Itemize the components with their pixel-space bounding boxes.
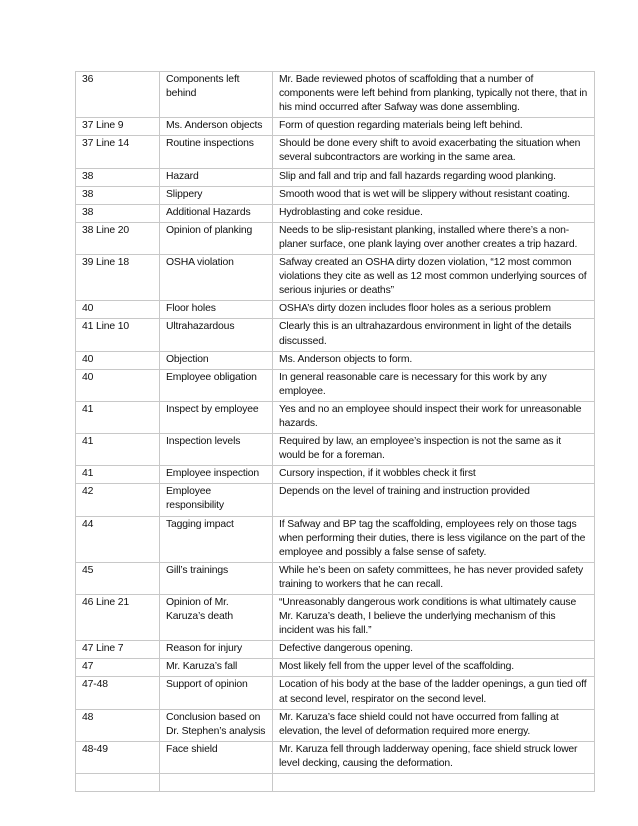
topic-cell: Hazard [160,168,273,186]
table-row [76,72,595,118]
page-line-cell: 41 [76,401,160,433]
page-line-cell: 41 [76,434,160,466]
summary-cell: Depends on the level of training and instruction provided [273,484,595,516]
topic-cell: Ms. Anderson objects [160,118,273,136]
summary-cell: In general reasonable care is necessary for this work by any employee. [273,369,595,401]
table-row [76,168,595,186]
page-line-cell: 47-48 [76,677,160,709]
page-line-cell: 38 [76,186,160,204]
topic-cell: Inspection levels [160,434,273,466]
summary-cell: Location of his body at the base of the ladder openings, a gun tied off at second level, respirator on the second level. [273,677,595,709]
page-line-cell [76,774,160,792]
page-line-cell: 37 Line 14 [76,136,160,168]
table-row [76,659,595,677]
page-line-cell: 37 Line 9 [76,118,160,136]
summary-cell: “Unreasonably dangerous work conditions is what ultimately cause Mr. Karuza’s death, I believe the underlying mechanism of this incident was his fall.” [273,595,595,641]
summary-cell: Mr. Karuza fell through ladderway opening, face shield struck lower level decking, causing the deformation. [273,741,595,773]
page-line-cell: 40 [76,351,160,369]
table-row [76,774,595,792]
summary-cell: Most likely fell from the upper level of the scaffolding. [273,659,595,677]
summary-cell: Form of question regarding materials being left behind. [273,118,595,136]
page-line-cell: 42 [76,484,160,516]
table-row [76,466,595,484]
page-line-cell: 47 [76,659,160,677]
topic-cell: OSHA violation [160,255,273,301]
table-row [76,186,595,204]
page-line-cell: 44 [76,516,160,562]
page-line-cell: 38 Line 20 [76,222,160,254]
summary-cell: Clearly this is an ultrahazardous environment in light of the details discussed. [273,319,595,351]
summary-cell: Slip and fall and trip and fall hazards regarding wood planking. [273,168,595,186]
table-body [76,72,595,792]
summary-cell: OSHA’s dirty dozen includes floor holes as a serious problem [273,301,595,319]
summary-cell: Cursory inspection, if it wobbles check it first [273,466,595,484]
topic-cell: Reason for injury [160,641,273,659]
topic-cell [160,774,273,792]
table-row [76,641,595,659]
page-line-cell: 40 [76,301,160,319]
summary-cell: Mr. Karuza’s face shield could not have occurred from falling at elevation, the level of deformation required more energy. [273,709,595,741]
page-line-cell: 45 [76,562,160,594]
topic-cell: Opinion of planking [160,222,273,254]
table-row [76,709,595,741]
topic-cell: Opinion of Mr. Karuza’s death [160,595,273,641]
page-line-cell: 38 [76,168,160,186]
topic-cell: Tagging impact [160,516,273,562]
page-line-cell: 46 Line 21 [76,595,160,641]
summary-cell: Mr. Bade reviewed photos of scaffolding that a number of components were left behind from planking, typically not there, that in his mind occurred after Safway was done assembling. [273,72,595,118]
summary-cell: Defective dangerous opening. [273,641,595,659]
table-row [76,136,595,168]
topic-cell: Floor holes [160,301,273,319]
topic-cell: Support of opinion [160,677,273,709]
topic-cell: Additional Hazards [160,204,273,222]
table-row [76,369,595,401]
table-row [76,118,595,136]
page-line-cell: 39 Line 18 [76,255,160,301]
table-row [76,401,595,433]
topic-cell: Employee obligation [160,369,273,401]
summary-cell: While he’s been on safety committees, he has never provided safety training to workers that he can recall. [273,562,595,594]
topic-cell: Objection [160,351,273,369]
summary-cell: Smooth wood that is wet will be slippery without resistant coating. [273,186,595,204]
topic-cell: Face shield [160,741,273,773]
deposition-summary-table [75,71,595,792]
table-row [76,351,595,369]
topic-cell: Ultrahazardous [160,319,273,351]
table-row [76,484,595,516]
page-line-cell: 47 Line 7 [76,641,160,659]
page-line-cell: 41 [76,466,160,484]
summary-cell [273,774,595,792]
table-row [76,741,595,773]
topic-cell: Routine inspections [160,136,273,168]
summary-cell: If Safway and BP tag the scaffolding, employees rely on those tags when performing their duties, there is less vigilance on the part of the employee and possibly a false sense of safety. [273,516,595,562]
topic-cell: Slippery [160,186,273,204]
page-line-cell: 48 [76,709,160,741]
summary-cell: Yes and no an employee should inspect their work for unreasonable hazards. [273,401,595,433]
topic-cell: Gill’s trainings [160,562,273,594]
summary-cell: Safway created an OSHA dirty dozen violation, “12 most common violations they cite as well as 12 most common underlying sources of serious injuries or deaths” [273,255,595,301]
summary-cell: Hydroblasting and coke residue. [273,204,595,222]
table-row [76,255,595,301]
table-row [76,434,595,466]
table-row [76,319,595,351]
summary-cell: Should be done every shift to avoid exacerbating the situation when several subcontractors are working in the same area. [273,136,595,168]
topic-cell: Inspect by employee [160,401,273,433]
summary-cell: Ms. Anderson objects to form. [273,351,595,369]
table-row [76,516,595,562]
table-row [76,677,595,709]
summary-cell: Needs to be slip-resistant planking, installed where there’s a non-planer surface, one plank laying over another creates a trip hazard. [273,222,595,254]
table-row [76,204,595,222]
topic-cell: Employee inspection [160,466,273,484]
topic-cell: Mr. Karuza’s fall [160,659,273,677]
topic-cell: Conclusion based on Dr. Stephen’s analysis [160,709,273,741]
summary-cell: Required by law, an employee’s inspection is not the same as it would be for a foreman. [273,434,595,466]
table-row [76,222,595,254]
page-line-cell: 40 [76,369,160,401]
table-row [76,301,595,319]
page-line-cell: 38 [76,204,160,222]
table-row [76,562,595,594]
page-line-cell: 41 Line 10 [76,319,160,351]
topic-cell: Employee responsibility [160,484,273,516]
page-line-cell: 48-49 [76,741,160,773]
table-row [76,595,595,641]
page-line-cell: 36 [76,72,160,118]
topic-cell: Components left behind [160,72,273,118]
